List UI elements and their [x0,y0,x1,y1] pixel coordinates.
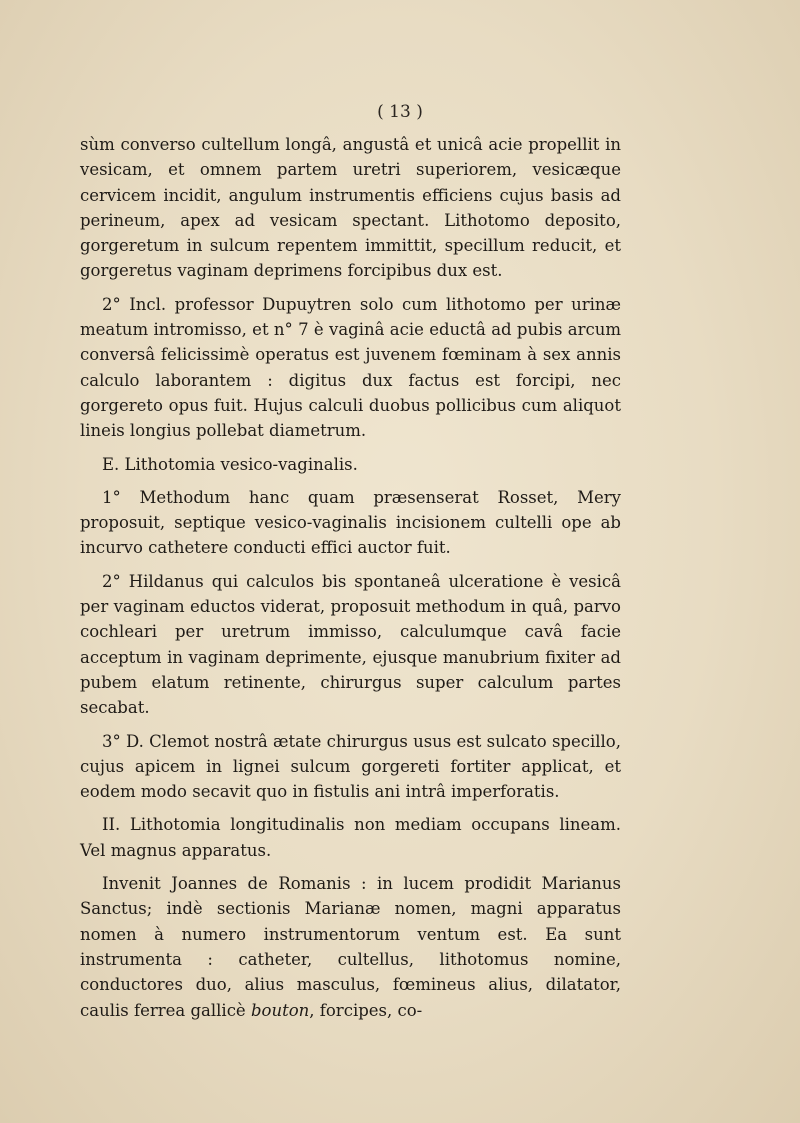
italic-word: bouton [250,1000,310,1020]
page-body [80,132,621,1031]
paragraph-clemot: 3° D. Clemot nostrâ ætate chirurgus usus est sulcato specillo, cujus apicem in lignei sulcum gorgereti fortiter applicat, et eodem modo secavit quo in fistulis ani intrâ imperforatis. [80,731,621,802]
paragraph-rosset-mery: 1° Methodum hanc quam præsenserat Rosset, Mery proposuit, septique vesico-vaginalis incisionem cultelli ope ab incurvo cathetere conducti effici auctor fuit. [80,487,621,558]
paragraph-text-part: , forcipes, co- [309,1000,423,1020]
section-heading-longitudinalis: II. Lithotomia longitudinalis non mediam occupans lineam. Vel magnus apparatus. [80,815,621,860]
section-heading-vesico-vaginalis: E. Lithotomia vesico-vaginalis. [102,454,358,474]
page-number: ( 13 ) [377,102,423,122]
paragraph-text-part: Invenit Joannes de Romanis : in lucem prodidit Marianus Sanctus; indè sectionis Marianæ nomen, magni apparatus nomen à numero instrumentorum ventum est. Ea sunt instrumenta : catheter, cultellus, lithotomus nomine, conductores duo, alius masculus, fœmineus alius, dilatator, caulis ferrea gallicè [80,874,621,1020]
paragraph-continuation: sùm converso cultellum longâ, angustâ et unicâ acie propellit in vesicam, et omnem partem uretri superiorem, vesicæque cervicem incidit, angulum instrumentis efficiens cujus basis ad perineum, apex ad vesicam spectant. Lithotomo deposito, gorgeretum in sulcum repentem immittit, specillum reducit, et gorgeretus vaginam deprimens forcipibus dux est. [80,135,621,281]
paragraph-dupuytren: 2° Incl. professor Dupuytren solo cum lithotomo per urinæ meatum intromisso, et n° 7 è vaginâ acie eductâ ad pubis arcum conversâ felicissimè operatus est juvenem fœminam à sex annis calculo laborantem : digitus dux factus est forcipi, nec gorgereto opus fuit. Hujus calculi duobus pollicibus cum aliquot lineis longius pollebat diametrum. [80,294,621,441]
paragraph-joannes-de-romanis [80,871,621,1023]
paragraph-hildanus: 2° Hildanus qui calculos bis spontaneâ ulceratione è vesicâ per vaginam eductos viderat, proposuit methodum in quâ, parvo cochleari per uretrum immisso, calculumque cavâ facie acceptum in vaginam deprimente, ejusque manubrium fixiter ad pubem elatum retinente, chirurgus super calculum partes secabat. [80,571,621,718]
